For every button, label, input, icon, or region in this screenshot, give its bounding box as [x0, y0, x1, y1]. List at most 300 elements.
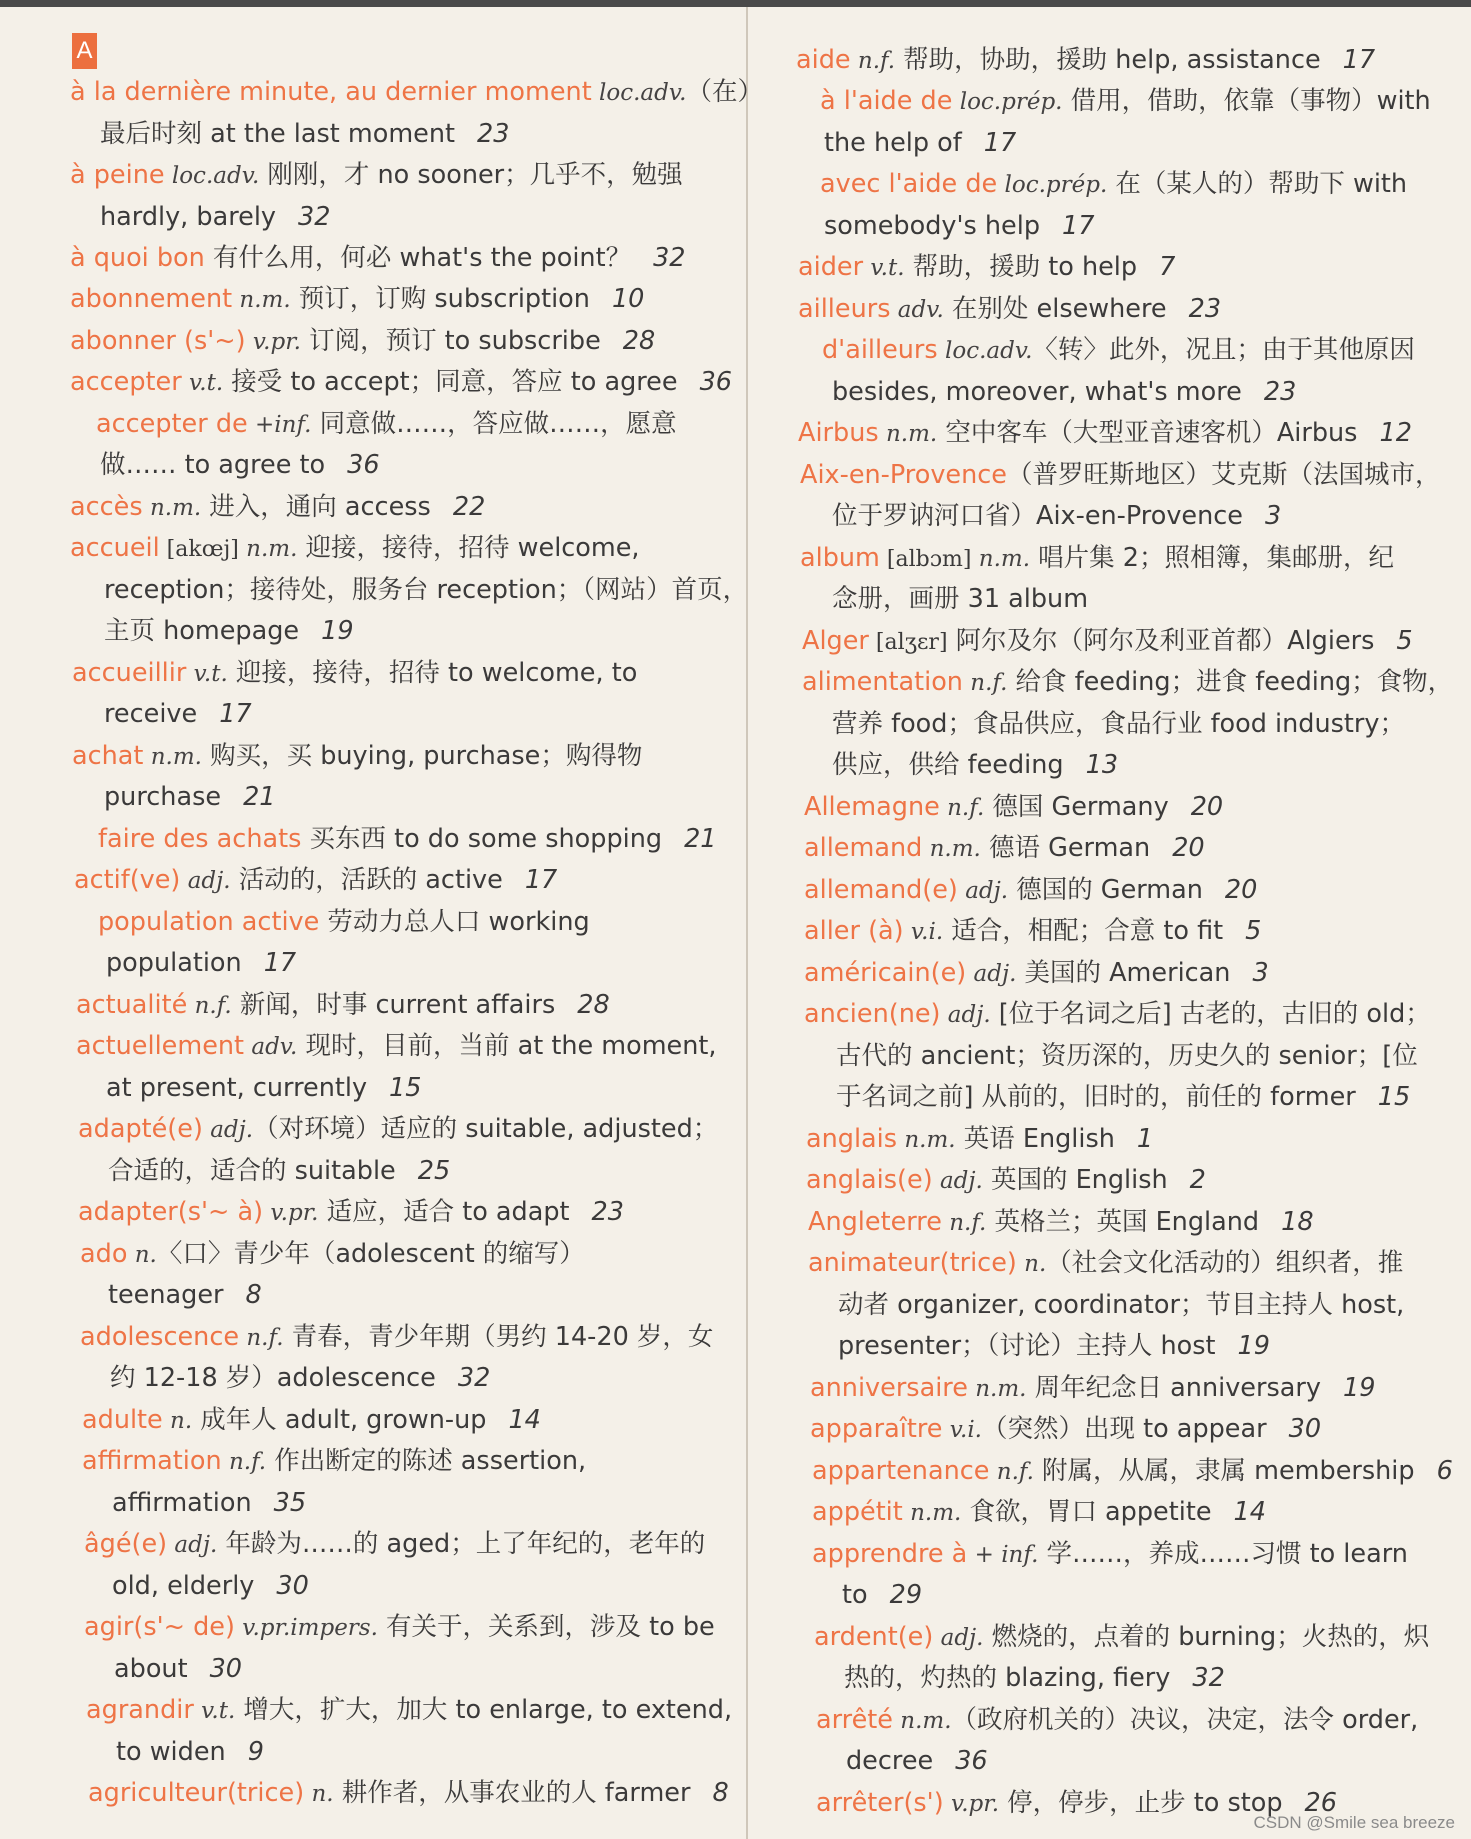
- left-line: [72, 738, 642, 774]
- headword: actuellement: [76, 1031, 245, 1061]
- headword: avec l'aide de: [820, 169, 998, 199]
- left-line: [88, 1775, 729, 1811]
- lesson-number: 19: [1342, 1373, 1376, 1403]
- left-line: [76, 1028, 717, 1064]
- right-line: [804, 913, 1261, 949]
- definition: 有关于，关系到，涉及 to be: [377, 1612, 715, 1642]
- definition: purchase: [104, 782, 222, 812]
- lesson-number: 36: [347, 450, 380, 480]
- left-line: [100, 447, 380, 483]
- part-of-speech: n.: [1016, 1251, 1047, 1277]
- left-line: [112, 1568, 309, 1604]
- definition: 供应，供给 feeding: [832, 750, 1064, 780]
- part-of-speech: n.m.: [902, 1500, 962, 1526]
- part-of-speech: loc.prép.: [952, 89, 1063, 115]
- definition: 食欲，胃口 appetite: [961, 1497, 1212, 1527]
- headword: achat: [72, 741, 144, 771]
- part-of-speech: n.m.: [878, 421, 938, 447]
- definition: 在（某人的）帮助下 with: [1107, 169, 1408, 199]
- right-line: [802, 623, 1413, 659]
- definition: besides, moreover, what's more: [832, 377, 1242, 407]
- part-of-speech: n.: [304, 1781, 334, 1807]
- definition: affirmation: [112, 1488, 252, 1518]
- lesson-number: 14: [508, 1405, 541, 1435]
- lesson-number: 6: [1436, 1456, 1453, 1486]
- headword: agriculteur(trice): [88, 1778, 305, 1808]
- definition: 有什么用，何必 what's the point？: [204, 243, 632, 273]
- definition: 年龄为……的 aged；上了年纪的，老年的: [217, 1529, 706, 1559]
- definition: 念册，画册 31 album: [832, 584, 1089, 614]
- definition: 位于罗讷河口省）Aix-en-Provence: [832, 501, 1243, 531]
- definition: 营养 food；食品供应，食品行业 food industry；: [832, 709, 1406, 739]
- headword: apparaître: [810, 1414, 943, 1444]
- right-line: [832, 374, 1296, 410]
- definition: 热的，灼热的 blazing, fiery: [844, 1663, 1171, 1693]
- headword: ailleurs: [798, 294, 891, 324]
- left-line: [70, 74, 763, 110]
- headword: faire des achats: [98, 824, 302, 854]
- definition: old, elderly: [112, 1571, 255, 1601]
- part-of-speech: adj.: [940, 1002, 991, 1028]
- headword: accueillir: [72, 658, 187, 688]
- part-of-speech: n.m.: [238, 536, 298, 562]
- definition: 新闻，时事 current affairs: [231, 990, 556, 1020]
- left-line: [108, 1277, 262, 1313]
- definition: at present, currently: [106, 1073, 368, 1103]
- lesson-number: 36: [955, 1746, 988, 1776]
- part-of-speech: n.f.: [187, 993, 232, 1019]
- page-gutter: [746, 7, 748, 1839]
- headword: arrêter(s'): [816, 1788, 944, 1818]
- right-line: [824, 125, 1016, 161]
- lesson-number: 23: [1263, 377, 1297, 407]
- left-line: [112, 1485, 306, 1521]
- definition: 作出断定的陈述 assertion,: [266, 1446, 587, 1476]
- lesson-number: 17: [983, 128, 1017, 158]
- lesson-number: 10: [611, 284, 645, 314]
- part-of-speech: loc.adv.: [591, 80, 687, 106]
- lesson-number: 32: [457, 1363, 491, 1393]
- lesson-number: 30: [209, 1654, 243, 1684]
- right-line: [832, 747, 1118, 783]
- headword: accès: [70, 492, 143, 522]
- left-line: [78, 1194, 624, 1230]
- part-of-speech: n.m.: [142, 495, 202, 521]
- definition: 阿尔及尔（阿尔及利亚首都）Algiers: [947, 626, 1375, 656]
- definition: 购买，买 buying, purchase；购得物: [202, 741, 643, 771]
- definition: 劳动力总人口 working: [319, 907, 590, 937]
- right-line: [804, 955, 1269, 991]
- definition: 合适的，适合的 suitable: [108, 1156, 396, 1186]
- headword: d'ailleurs: [822, 335, 938, 365]
- left-line: [70, 240, 686, 276]
- definition: 买东西 to do some shopping: [301, 824, 663, 854]
- part-of-speech: n.f.: [239, 1325, 284, 1351]
- definition: 德国 Germany: [984, 792, 1169, 822]
- right-line: [798, 291, 1221, 327]
- part-of-speech: adj.: [932, 1168, 983, 1194]
- right-line: [804, 789, 1223, 825]
- headword: agrandir: [86, 1695, 194, 1725]
- left-line: [104, 696, 252, 732]
- definition: 迎接，接待，招待 to welcome, to: [227, 658, 638, 688]
- lesson-number: 2: [1189, 1165, 1206, 1195]
- definition: 在别处 elsewhere: [943, 294, 1167, 324]
- headword: adapté(e): [78, 1114, 203, 1144]
- part-of-speech: n.f.: [941, 1210, 987, 1236]
- lesson-number: 17: [524, 865, 558, 895]
- headword: américain(e): [804, 958, 967, 988]
- definition: somebody's help: [824, 211, 1041, 241]
- definition: 主页 homepage: [104, 616, 300, 646]
- left-line: [70, 323, 655, 359]
- left-line: [70, 489, 485, 525]
- part-of-speech: n.m.: [971, 546, 1031, 572]
- right-line: [812, 1453, 1453, 1489]
- right-line: [810, 1411, 1321, 1447]
- headword: ardent(e): [814, 1622, 934, 1652]
- lesson-number: 8: [245, 1280, 262, 1310]
- right-line: [804, 830, 1205, 866]
- definition: 迎接，接待，招待 welcome,: [297, 533, 640, 563]
- right-line: [816, 1702, 1418, 1738]
- left-line: [110, 1360, 490, 1396]
- part-of-speech: loc.adv.: [164, 163, 260, 189]
- right-line: [800, 457, 1441, 493]
- headword: apprendre à: [812, 1539, 968, 1569]
- left-line: [98, 904, 590, 940]
- definition: 进入，通向 access: [201, 492, 431, 522]
- left-line: [104, 613, 354, 649]
- left-line: [78, 1111, 718, 1147]
- right-line: [798, 249, 1175, 285]
- headword: appartenance: [812, 1456, 990, 1486]
- lesson-number: 21: [684, 824, 717, 854]
- right-line: [832, 706, 1405, 742]
- lesson-number: 15: [389, 1073, 422, 1103]
- definition: 德语 German: [980, 833, 1151, 863]
- lesson-number: 17: [1342, 45, 1376, 75]
- part-of-speech: n.: [127, 1242, 157, 1268]
- definition: 〈口〉青少年（adolescent 的缩写）: [156, 1239, 585, 1269]
- definition: [位于名词之后] 古老的，古旧的 old；: [990, 999, 1431, 1029]
- headword: adapter(s'~ à): [78, 1197, 264, 1227]
- headword: accepter de: [96, 409, 248, 439]
- lesson-number: 32: [1192, 1663, 1225, 1693]
- left-line: [106, 1070, 422, 1106]
- definition: 给食 feeding；进食 feeding；食物，: [1007, 667, 1454, 697]
- lesson-number: 28: [577, 990, 610, 1020]
- headword: accueil: [70, 533, 160, 563]
- part-of-speech: adj.: [966, 961, 1017, 987]
- part-of-speech: loc.adv.: [937, 338, 1033, 364]
- lesson-number: 9: [247, 1737, 264, 1767]
- right-line: [822, 332, 1415, 368]
- part-of-speech: n.f.: [939, 795, 985, 821]
- headword: à la dernière minute, au dernier moment: [70, 77, 592, 107]
- left-line: [86, 1692, 732, 1728]
- headword: affirmation: [82, 1446, 222, 1476]
- definition: 古代的 ancient；资历深的，历史久的 senior；[位: [836, 1041, 1418, 1071]
- lesson-number: 7: [1159, 252, 1176, 282]
- left-line: [80, 1319, 713, 1355]
- part-of-speech: +inf.: [247, 412, 312, 438]
- right-line: [838, 1287, 1404, 1323]
- right-line: [842, 1577, 922, 1613]
- lesson-number: 19: [321, 616, 354, 646]
- right-line: [846, 1743, 988, 1779]
- definition: 德国的 German: [1008, 875, 1203, 905]
- headword: accepter: [70, 367, 182, 397]
- part-of-speech: v.t.: [186, 661, 228, 687]
- headword: adulte: [82, 1405, 163, 1435]
- definition: 美国的 American: [1016, 958, 1231, 988]
- lesson-number: 8: [712, 1778, 729, 1808]
- section-letter-badge: A: [72, 33, 97, 69]
- part-of-speech: n.m.: [892, 1708, 952, 1734]
- left-line: [108, 1153, 450, 1189]
- pronunciation: [albɔm]: [879, 547, 972, 572]
- headword: anglais: [806, 1124, 898, 1154]
- definition: 现时，目前，当前 at the moment,: [297, 1031, 717, 1061]
- lesson-number: 3: [1264, 501, 1282, 531]
- headword: Allemagne: [804, 792, 940, 822]
- definition: 成年人 adult, grown-up: [192, 1405, 487, 1435]
- part-of-speech: v.pr.: [245, 329, 301, 355]
- definition: 预订，订购 subscription: [290, 284, 590, 314]
- right-line: [814, 1619, 1429, 1655]
- headword: agir(s'~ de): [84, 1612, 235, 1642]
- part-of-speech: adj.: [957, 878, 1009, 904]
- left-line: [82, 1402, 541, 1438]
- pronunciation: [alʒɛr]: [868, 630, 948, 655]
- top-border: [0, 0, 1471, 7]
- right-line: [802, 664, 1453, 700]
- part-of-speech: v.pr.: [943, 1791, 1000, 1817]
- right-line: [824, 208, 1094, 244]
- lesson-number: 20: [1224, 875, 1258, 905]
- definition: 燃烧的，点着的 burning；火热的，炽: [983, 1622, 1430, 1652]
- lesson-number: 23: [591, 1197, 624, 1227]
- definition: 动者 organizer, coordinator；节目主持人 host,: [838, 1290, 1405, 1320]
- lesson-number: 20: [1190, 792, 1224, 822]
- definition: receive: [104, 699, 198, 729]
- definition: 青春，青少年期（男约 14-20 岁，女: [283, 1322, 714, 1352]
- definition: presenter；（讨论）主持人 host: [838, 1331, 1216, 1361]
- right-line: [832, 498, 1281, 534]
- headword: anniversaire: [810, 1373, 968, 1403]
- definition: to: [842, 1580, 868, 1610]
- part-of-speech: n.f.: [850, 48, 896, 74]
- headword: à quoi bon: [70, 243, 205, 273]
- part-of-speech: n.m.: [897, 1127, 956, 1153]
- lesson-number: 15: [1377, 1082, 1411, 1112]
- lesson-number: 21: [243, 782, 276, 812]
- definition: 空中客车（大型亚音速客机）Airbus: [937, 418, 1358, 448]
- lesson-number: 18: [1281, 1207, 1314, 1237]
- headword: Airbus: [798, 418, 879, 448]
- definition: 增大，扩大，加大 to enlarge, to extend,: [235, 1695, 733, 1725]
- definition: 做…… to agree to: [100, 450, 326, 480]
- headword: alimentation: [802, 667, 963, 697]
- part-of-speech: n.f.: [989, 1459, 1034, 1485]
- left-line: [84, 1526, 705, 1562]
- left-line: [70, 157, 683, 193]
- headword: allemand(e): [804, 875, 958, 905]
- definition: 同意做……，答应做……，愿意: [311, 409, 677, 439]
- definition: 英格兰；英国 England: [986, 1207, 1260, 1237]
- definition: 帮助，协助，援助 help, assistance: [895, 45, 1321, 75]
- right-line: [796, 42, 1375, 78]
- part-of-speech: n.f.: [221, 1449, 267, 1475]
- left-line: [72, 655, 637, 691]
- part-of-speech: v.t.: [863, 255, 905, 281]
- part-of-speech: v.i.: [942, 1417, 982, 1443]
- headword: aller (à): [804, 916, 904, 946]
- definition: （突然）出现 to appear: [982, 1414, 1267, 1444]
- right-line: [836, 1038, 1418, 1074]
- headword: Angleterre: [808, 1207, 942, 1237]
- left-line: [70, 281, 644, 317]
- part-of-speech: n.m.: [922, 836, 981, 862]
- definition: about: [114, 1654, 188, 1684]
- left-line: [100, 116, 509, 152]
- lesson-number: 22: [452, 492, 486, 522]
- headword: âgé(e): [84, 1529, 168, 1559]
- definition: 适合，相配；合意 to fit: [943, 916, 1224, 946]
- headword: ado: [80, 1239, 128, 1269]
- right-line: [844, 1660, 1225, 1696]
- part-of-speech: loc.prép.: [997, 172, 1108, 198]
- right-line: [832, 581, 1088, 617]
- left-line: [100, 199, 330, 235]
- part-of-speech: n.m.: [143, 744, 202, 770]
- lesson-number: 5: [1245, 916, 1262, 946]
- headword: anglais(e): [806, 1165, 933, 1195]
- left-line: [70, 364, 732, 400]
- definition: 停，停步，止步 to stop: [999, 1788, 1283, 1818]
- lesson-number: 23: [477, 119, 510, 149]
- left-line: [76, 987, 610, 1023]
- lesson-number: 19: [1237, 1331, 1270, 1361]
- left-line: [74, 862, 557, 898]
- right-line: [800, 540, 1394, 576]
- lesson-number: 28: [622, 326, 656, 356]
- left-line: [80, 1236, 585, 1272]
- definition: 〈转〉此外，况且；由于其他原因: [1032, 335, 1415, 365]
- lesson-number: 20: [1172, 833, 1205, 863]
- definition: 附属，从属，隶属 membership: [1033, 1456, 1415, 1486]
- right-line: [806, 1121, 1153, 1157]
- headword: album: [800, 543, 880, 573]
- part-of-speech: n.m.: [967, 1376, 1027, 1402]
- headword: actualité: [76, 990, 188, 1020]
- definition: decree: [846, 1746, 934, 1776]
- definition: （社会文化活动的）组织者，推: [1046, 1248, 1404, 1278]
- lesson-number: 17: [219, 699, 252, 729]
- left-line: [104, 572, 748, 608]
- headword: abonnement: [70, 284, 233, 314]
- definition: （政府机关的）决议，决定，法令 order,: [951, 1705, 1419, 1735]
- headword: à peine: [70, 160, 165, 190]
- definition: hardly, barely: [100, 202, 276, 232]
- definition: 最后时刻 at the last moment: [100, 119, 456, 149]
- watermark: CSDN @Smile sea breeze: [1253, 1813, 1455, 1832]
- part-of-speech: adj.: [180, 868, 231, 894]
- right-line: [820, 83, 1431, 119]
- right-line: [804, 996, 1431, 1032]
- definition: 英语 English: [955, 1124, 1115, 1154]
- left-line: [104, 779, 276, 815]
- part-of-speech: v.i.: [903, 919, 944, 945]
- right-line: [808, 1204, 1314, 1240]
- definition: the help of: [824, 128, 962, 158]
- right-line: [810, 1370, 1375, 1406]
- lesson-number: 26: [1304, 1788, 1337, 1818]
- left-line: [114, 1651, 242, 1687]
- lesson-number: 35: [273, 1488, 307, 1518]
- headword: abonner (s'~): [70, 326, 246, 356]
- definition: （对环境）适应的 suitable, adjusted；: [253, 1114, 719, 1144]
- right-line: [808, 1245, 1403, 1281]
- headword: ancien(ne): [804, 999, 941, 1029]
- right-line: [798, 415, 1412, 451]
- headword: adolescence: [80, 1322, 240, 1352]
- left-line: [106, 945, 296, 981]
- lesson-number: 1: [1136, 1124, 1154, 1154]
- definition: to widen: [116, 1737, 226, 1767]
- lesson-number: 17: [263, 948, 297, 978]
- definition: 学……，养成……习惯 to learn: [1038, 1539, 1408, 1569]
- part-of-speech: n.m.: [232, 287, 291, 313]
- headword: appétit: [812, 1497, 903, 1527]
- part-of-speech: adj.: [933, 1625, 984, 1651]
- lesson-number: 14: [1233, 1497, 1266, 1527]
- definition: reception；接待处，服务台 reception；（网站）首页，: [104, 575, 749, 605]
- part-of-speech: n.: [162, 1408, 193, 1434]
- part-of-speech: + inf.: [967, 1542, 1039, 1568]
- definition: population: [106, 948, 242, 978]
- definition: 唱片集 2；照相簿，集邮册，纪: [1030, 543, 1394, 573]
- definition: 订阅，预订 to subscribe: [300, 326, 601, 356]
- headword: aider: [798, 252, 864, 282]
- lesson-number: 32: [653, 243, 686, 273]
- left-line: [84, 1609, 715, 1645]
- right-line: [812, 1494, 1266, 1530]
- lesson-number: 29: [889, 1580, 923, 1610]
- lesson-number: 17: [1062, 211, 1095, 241]
- part-of-speech: v.pr.impers.: [234, 1615, 378, 1641]
- lesson-number: 32: [298, 202, 331, 232]
- part-of-speech: v.t.: [193, 1698, 236, 1724]
- definition: 活动的，活跃的 active: [230, 865, 503, 895]
- headword: Alger: [802, 626, 869, 656]
- definition: 刚刚，才 no sooner；几乎不，勉强: [259, 160, 683, 190]
- left-line: [98, 821, 717, 857]
- headword: arrêté: [816, 1705, 893, 1735]
- part-of-speech: adj.: [202, 1117, 254, 1143]
- headword: animateur(trice): [808, 1248, 1017, 1278]
- right-line: [806, 1162, 1206, 1198]
- lesson-number: 13: [1085, 750, 1119, 780]
- lesson-number: 30: [1288, 1414, 1322, 1444]
- left-line: [82, 1443, 586, 1479]
- lesson-number: 23: [1188, 294, 1222, 324]
- right-line: [812, 1536, 1408, 1572]
- headword: actif(ve): [74, 865, 181, 895]
- part-of-speech: adj.: [167, 1532, 218, 1558]
- part-of-speech: n.f.: [962, 670, 1008, 696]
